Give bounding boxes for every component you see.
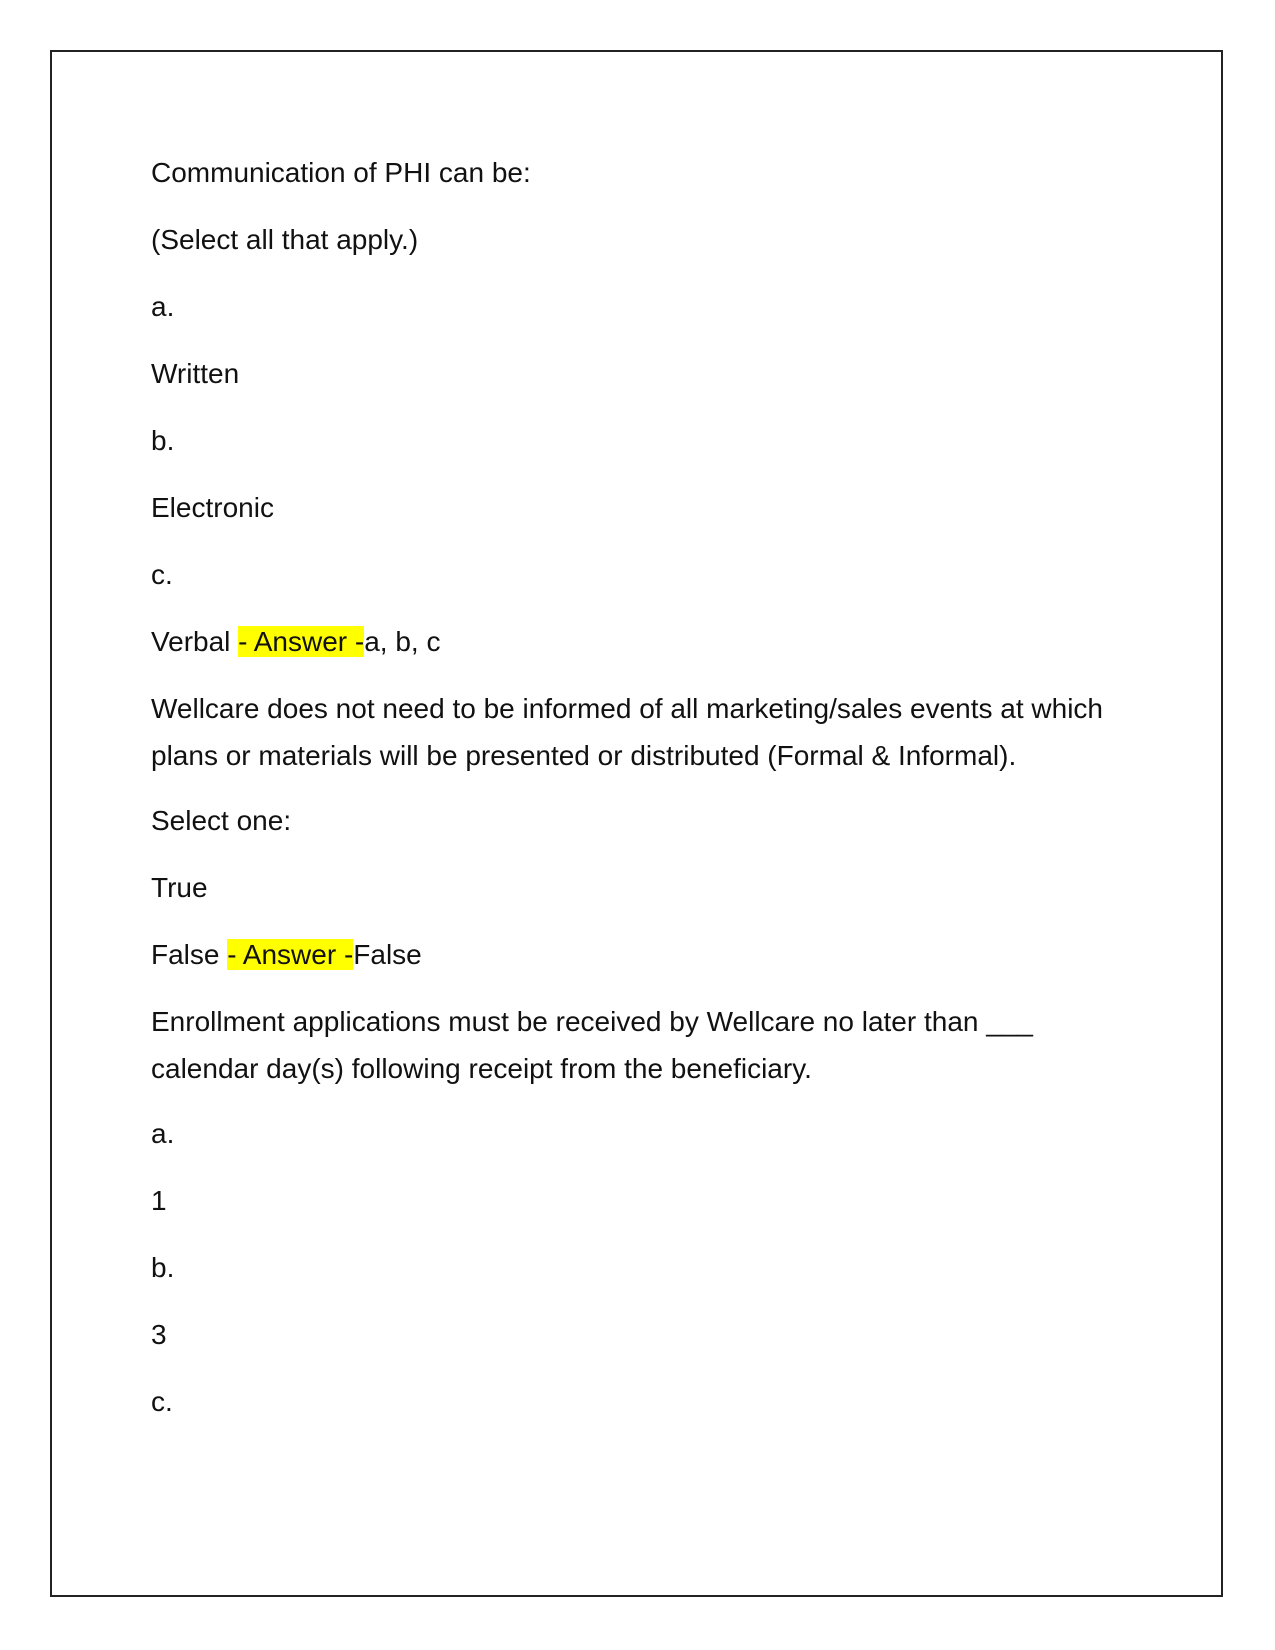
option-label: a. [151,1118,175,1149]
option-text: 1 [151,1185,167,1216]
option-text: 3 [151,1319,167,1350]
option-label: a. [151,291,175,322]
option-label: b. [151,425,175,456]
question-1-instruction: (Select all that apply.) [151,224,419,255]
question-2-prompt: Wellcare does not need to be informed of all marketing/sales events at which plans or materials will be presented or distributed (Formal & Informal). [151,693,1111,771]
answer-value: False [353,939,422,970]
document-body [151,149,1126,1445]
answer-line [151,931,1126,978]
option-label: c. [151,1386,173,1417]
option-text: Electronic [151,492,274,523]
answer-line [151,618,1126,665]
answer-highlight: - Answer - [227,939,354,970]
option-text: True [151,872,208,903]
answer-highlight: - Answer - [238,626,365,657]
option-label: b. [151,1252,175,1283]
option-label: c. [151,559,173,590]
answer-line-lead: Verbal [151,626,239,657]
question-2-instruction: Select one: [151,805,292,836]
option-text: Written [151,358,240,389]
question-3-prompt: Enrollment applications must be received by Wellcare no later than ___ calendar day(s) following receipt from the beneficiary. [151,1006,1041,1084]
question-1-prompt: Communication of PHI can be: [151,157,531,188]
answer-value: a, b, c [364,626,441,657]
answer-line-lead: False [151,939,228,970]
